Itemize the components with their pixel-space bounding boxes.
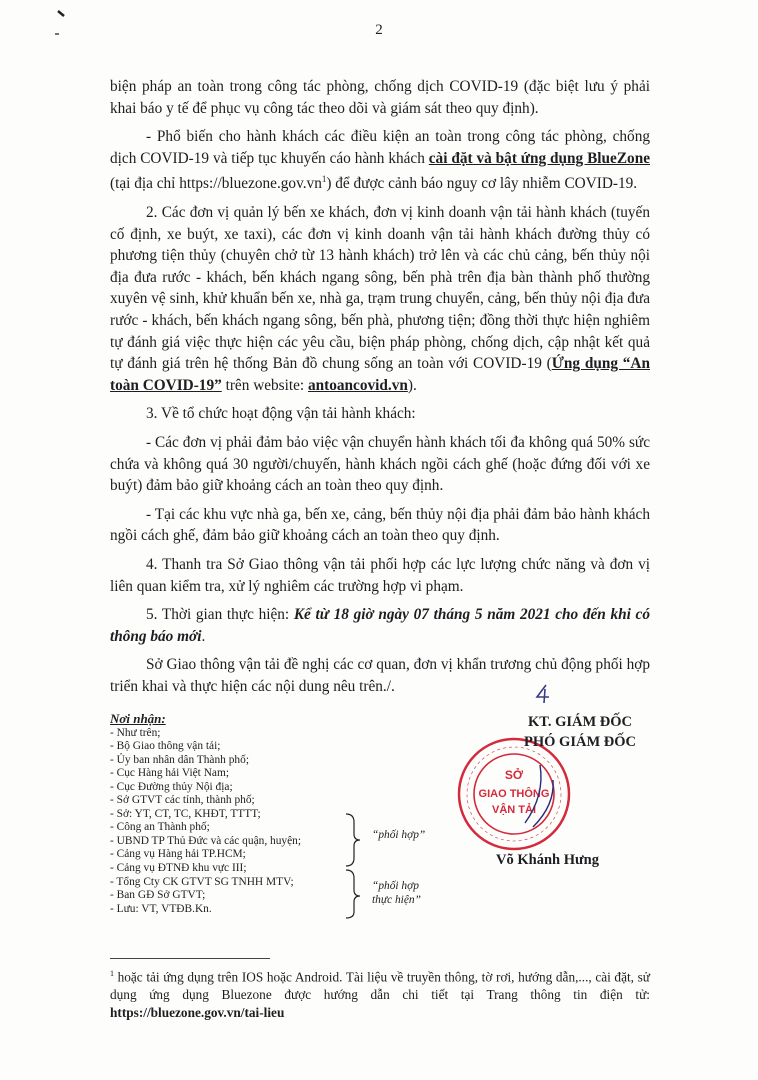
svg-text:VẬN TẢI: VẬN TẢI bbox=[492, 804, 536, 816]
recipient-item: - Cảng vụ ĐTNĐ khu vực III; bbox=[110, 862, 247, 875]
brace-label-implement-2: thực hiện” bbox=[372, 894, 421, 906]
paragraph-capacity: - Các đơn vị phải đảm bảo việc vận chuyển hành khách tối đa không quá 50% sức chứa và không quá 30 người/chuyến, hành khách ngồi cách ghế (hoặc đứng đối với xe buýt) đảm bảo giữ khoảng cách an toàn theo quy định. bbox=[110, 434, 650, 495]
signature-block bbox=[480, 712, 680, 752]
signature-title-1: KT. GIÁM ĐỐC bbox=[527, 714, 633, 730]
svg-text:SỞ: SỞ bbox=[504, 768, 524, 782]
recipients-list bbox=[110, 712, 380, 916]
paragraph-1: biện pháp an toàn trong công tác phòng, chống dịch COVID-19 (đặc biệt lưu ý phải khai báo y tế để phục vụ công tác theo dõi và giám sát theo quy định). bbox=[110, 78, 650, 117]
recipient-item: - UBND TP Thủ Đức và các quận, huyện; bbox=[110, 834, 302, 847]
paragraph-closing: Sở Giao thông vận tải đề nghị các cơ quan, đơn vị khẩn trương chủ động phối hợp triển khai và thực hiện các nội dung nêu trên./. bbox=[110, 656, 650, 695]
recipient-item: - Cục Hàng hải Việt Nam; bbox=[110, 767, 229, 780]
recipient-item: - Sở: YT, CT, TC, KHĐT, TTTT; bbox=[110, 807, 261, 820]
official-seal bbox=[455, 735, 573, 853]
recipient-item: - Sở GTVT các tỉnh, thành phố; bbox=[110, 794, 255, 807]
initial-mark bbox=[532, 683, 554, 705]
recipient-item: - Cảng vụ Hàng hải TP.HCM; bbox=[110, 848, 246, 861]
footnote: $^1$ hoặc tải ứng dụng trên IOS hoặc Android. Tài liệu về truyền thông, tờ rơi, hướng dẫn,..., cài đặt, sử dụng ứng dụng Bluezone được hướng dẫn chi tiết tại Trang thông tin điện tử: https://bluezone.gov.vn/tai-lieu bbox=[110, 969, 650, 1021]
signature-title-2: PHÓ GIÁM ĐỐC bbox=[524, 734, 636, 750]
recipient-item: - Công an Thành phố; bbox=[110, 821, 210, 834]
paragraph-item-2: 2. Các đơn vị quản lý bến xe khách, đơn vị kinh doanh vận tải hành khách (tuyến cố định, xe buýt, xe taxi), các đơn vị kinh doanh vận tải hành khách đường thủy có phương tiện thủy (chuyên chở từ 13 hành khách) trở lên và các chủ cảng, bến thủy nội địa đưa rước - khách, bến khách ngang sông, bến phà trên địa bàn thành phố thường xuyên vệ sinh, khử khuẩn bến xe, nhà ga, trạm trung chuyển, cảng, bến thủy nội địa đưa rước - khách, bến khách ngang sông, bến phà, phương tiện; đồng thời thực hiện nghiêm tự đánh giá việc thực hiện các yêu cầu, biện pháp phòng, chống dịch, cập nhật kết quả tự đánh giá trên hệ thống Bản đồ chung sống an toàn với COVID-19 (Ứng dụng “An toàn COVID-19” trên website: antoancovid.vn). bbox=[110, 204, 650, 394]
paragraph-item-3: 3. Về tổ chức hoạt động vận tải hành khách: bbox=[146, 405, 416, 423]
svg-text:GIAO THÔNG: GIAO THÔNG bbox=[478, 788, 550, 800]
recipient-item: - Cục Đường thủy Nội địa; bbox=[110, 780, 233, 793]
signer-name: Võ Khánh Hưng bbox=[496, 852, 599, 868]
paragraph-2: - Phổ biến cho hành khách các điều kiện an toàn trong công tác phòng, chống dịch COVID-19 và tiếp tục khuyến cáo hành khách cài đặt và bật ứng dụng BlueZone (tại địa chỉ $https://bluezone.gov.vn^1$) để được cảnh báo nguy cơ lây nhiễm COVID-19. bbox=[110, 128, 650, 193]
brace-label-implement-1: “phối hợp bbox=[372, 880, 419, 892]
page-number: 2 bbox=[375, 22, 383, 38]
footnote-separator bbox=[110, 958, 270, 959]
recipient-item: - Bộ Giao thông vận tải; bbox=[110, 740, 221, 753]
website-link[interactable]: antoancovid.vn bbox=[308, 376, 408, 394]
recipient-item: - Tổng Cty CK GTVT SG TNHH MTV; bbox=[110, 875, 294, 888]
brace-label-coordinate: “phối hợp” bbox=[372, 829, 426, 841]
recipient-item: - Như trên; bbox=[110, 726, 161, 739]
recipient-item: - Ban GĐ Sở GTVT; bbox=[110, 889, 206, 902]
paragraph-seating: - Tại các khu vực nhà ga, bến xe, cảng, bến thủy nội địa phải đảm bảo hành khách ngồi cách ghế, đảm bảo giữ khoảng cách an toàn theo quy định. bbox=[110, 505, 650, 545]
recipients-title: Nơi nhận: bbox=[110, 711, 166, 726]
document-body bbox=[110, 76, 650, 705]
brace-graphics bbox=[342, 812, 372, 922]
footnote-link[interactable]: https://bluezone.gov.vn/tai-lieu bbox=[110, 1005, 285, 1021]
recipient-item: - Lưu: VT, VTĐB.Kn. bbox=[110, 902, 212, 915]
recipient-item: - Ủy ban nhân dân Thành phố; bbox=[110, 753, 249, 766]
paragraph-item-4: 4. Thanh tra Sở Giao thông vận tải phối hợp các lực lượng chức năng và đơn vị liên quan kiểm tra, xử lý nghiêm các trường hợp vi phạm. bbox=[110, 555, 650, 595]
paragraph-item-5: 5. Thời gian thực hiện: Kể từ 18 giờ ngày 07 tháng 5 năm 2021 cho đến khi có thông báo mới. bbox=[110, 606, 650, 645]
